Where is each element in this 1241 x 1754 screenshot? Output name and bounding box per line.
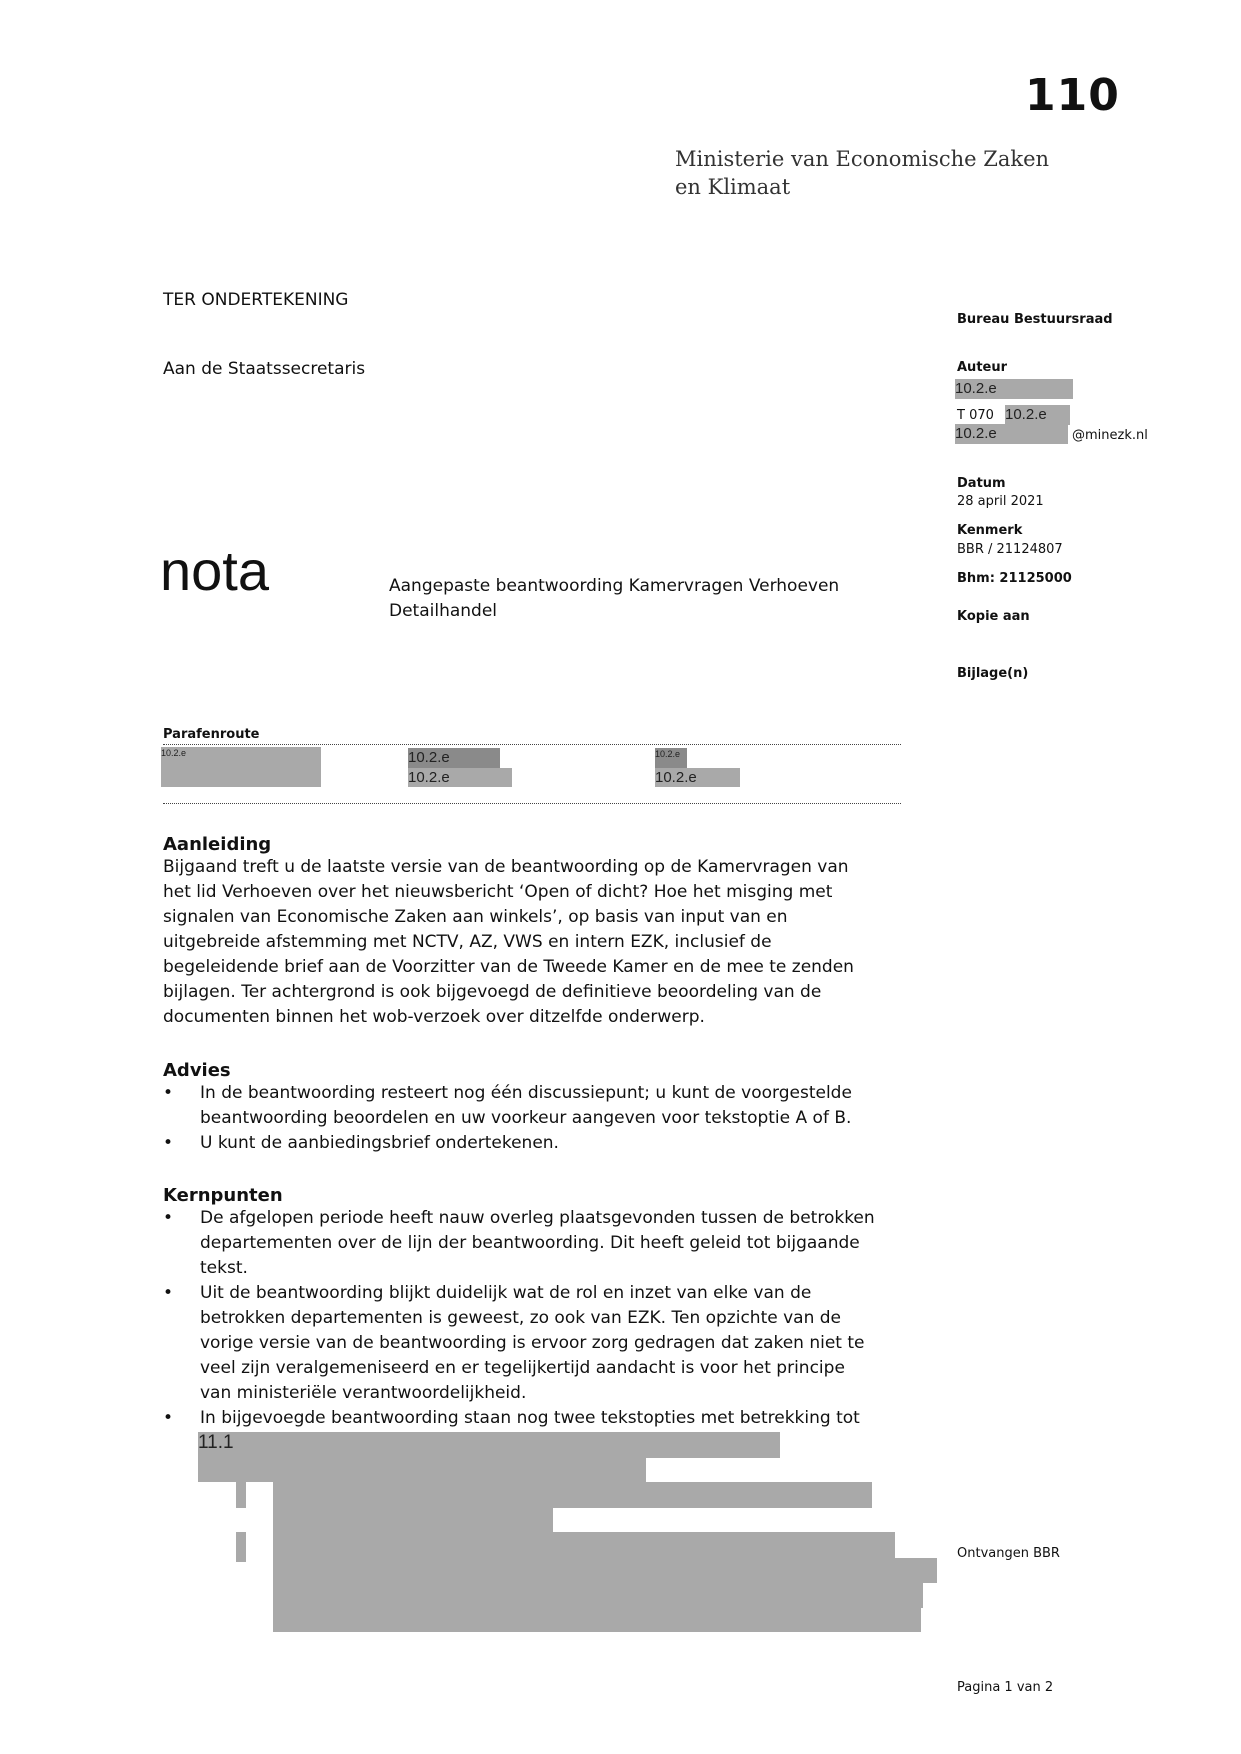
redaction-block (273, 1608, 921, 1632)
bijlage-label: Bijlage(n) (957, 666, 1029, 681)
page-number: Pagina 1 van 2 (957, 1680, 1054, 1695)
kenmerk-value: BBR / 21124807 (957, 542, 1063, 557)
redaction-paraf-3a: 10.2.e (655, 748, 687, 768)
bureau-label: Bureau Bestuursraad (957, 312, 1113, 327)
divider-top (163, 744, 901, 745)
redaction-paraf-2b: 10.2.e (408, 768, 512, 787)
kernpunten-item-line: departementen over de lijn der beantwoording. Dit heeft geleid tot bijgaande (200, 1233, 860, 1253)
kernpunten-item (163, 1281, 963, 1406)
advies-item-line: In de beantwoording resteert nog één discussiepunt; u kunt de voorgestelde (200, 1083, 852, 1103)
aanleiding-line: begeleidende brief aan de Voorzitter van de Tweede Kamer en de mee te zenden (163, 957, 854, 977)
kernpunten-item-line: vorige versie van de beantwoording is ervoor zorg gedragen dat zaken niet te (200, 1333, 865, 1353)
kernpunten-item-line: van ministeriële verantwoordelijkheid. (200, 1383, 527, 1403)
kernpunten-item (163, 1406, 963, 1431)
aanleiding-line: het lid Verhoeven over het nieuwsbericht ‘Open of dicht? Hoe het misging met (163, 882, 833, 902)
advies-item (163, 1081, 963, 1131)
divider-bottom (163, 803, 901, 804)
email-suffix: @minezk.nl (1072, 428, 1148, 443)
bullet-icon: • (163, 1083, 174, 1103)
subject: Aangepaste beantwoording Kamervragen Verhoeven Detailhandel (389, 576, 840, 621)
advies-item-line: U kunt de aanbiedingsbrief ondertekenen. (200, 1133, 559, 1153)
redaction-paraf-3b: 10.2.e (655, 768, 740, 787)
document-number: 110 (1025, 70, 1120, 121)
ministry-line-2: en Klimaat (675, 175, 791, 199)
aanleiding-line: Bijgaand treft u de laatste versie van de beantwoording op de Kamervragen van (163, 857, 849, 877)
bullet-icon: • (163, 1208, 174, 1228)
auteur-label: Auteur (957, 360, 1008, 375)
advies-item (163, 1131, 963, 1156)
advies-list (163, 1081, 963, 1156)
kernpunten-item-line: tekst. (200, 1258, 248, 1278)
aanleiding-line: documenten binnen het wob-verzoek over ditzelfde onderwerp. (163, 1007, 705, 1027)
kernpunten-item-line: betrokken departementen is geweest, zo ook van EZK. Ten opzichte van de (200, 1308, 842, 1328)
datum-label: Datum (957, 476, 1006, 491)
redaction-paraf-1-label: 10.2.e (161, 748, 187, 758)
parafenroute-title: Parafenroute (163, 727, 260, 742)
redaction-block (236, 1482, 246, 1508)
kopie-label: Kopie aan (957, 609, 1030, 624)
aanleiding-title: Aanleiding (163, 834, 272, 855)
bhm-number: Bhm: 21125000 (957, 571, 1072, 586)
aanleiding-line: signalen van Economische Zaken aan winkels’, op basis van input van en (163, 907, 788, 927)
kernpunten-title: Kernpunten (163, 1185, 283, 1206)
ministry-line-1: Ministerie van Economische Zaken (675, 147, 1050, 171)
kernpunten-list (163, 1206, 963, 1431)
redaction-block (273, 1482, 872, 1508)
ter-ondertekening-label: TER ONDERTEKENING (163, 290, 349, 310)
section-kernpunten (163, 1185, 963, 1431)
kernpunten-item-line: De afgelopen periode heeft nauw overleg plaatsgevonden tussen de betrokken (200, 1208, 875, 1228)
redaction-block (273, 1583, 923, 1608)
ministry-name (675, 145, 1049, 201)
redaction-11-1-label: 11.1 (198, 1432, 234, 1453)
aanleiding-line: bijlagen. Ter achtergrond is ook bijgevoegd de definitieve beoordeling van de (163, 982, 822, 1002)
phone-prefix: T 070 (957, 408, 994, 423)
datum-value: 28 april 2021 (957, 494, 1044, 509)
bullet-icon: • (163, 1133, 174, 1153)
redaction-email-user: 10.2.e (955, 424, 1068, 444)
advies-title: Advies (163, 1060, 231, 1081)
redaction-phone: 10.2.e (1005, 405, 1070, 425)
aanleiding-body (163, 855, 963, 1030)
redaction-paraf-1 (161, 747, 321, 787)
advies-item-line: beantwoording beoordelen en uw voorkeur aangeven voor tekstoptie A of B. (200, 1108, 852, 1128)
redaction-block (273, 1508, 553, 1532)
addressee: Aan de Staatssecretaris (163, 359, 366, 379)
kenmerk-label: Kenmerk (957, 523, 1023, 538)
redaction-block (236, 1532, 246, 1562)
doc-type-title: nota (160, 539, 269, 602)
kernpunten-item-line: Uit de beantwoording blijkt duidelijk wat de rol en inzet van elke van de (200, 1283, 812, 1303)
redaction-block (273, 1532, 895, 1558)
aanleiding-line: uitgebreide afstemming met NCTV, AZ, VWS en intern EZK, inclusief de (163, 932, 772, 952)
section-advies (163, 1060, 963, 1156)
redaction-auteur-name: 10.2.e (955, 379, 1073, 399)
bullet-icon: • (163, 1283, 174, 1303)
redaction-paraf-2a: 10.2.e (408, 748, 500, 768)
ontvangen-label: Ontvangen BBR (957, 1546, 1060, 1561)
bullet-icon: • (163, 1408, 174, 1428)
kernpunten-item-line: veel zijn veralgemeniseerd en er tegelijkertijd aandacht is voor het principe (200, 1358, 845, 1378)
section-aanleiding (163, 834, 963, 1030)
redaction-block (198, 1458, 646, 1482)
kernpunten-item (163, 1206, 963, 1281)
redaction-11-1-header (198, 1432, 780, 1458)
kernpunten-item-line: In bijgevoegde beantwoording staan nog twee tekstopties met betrekking tot (200, 1408, 860, 1428)
redaction-block (273, 1558, 937, 1583)
